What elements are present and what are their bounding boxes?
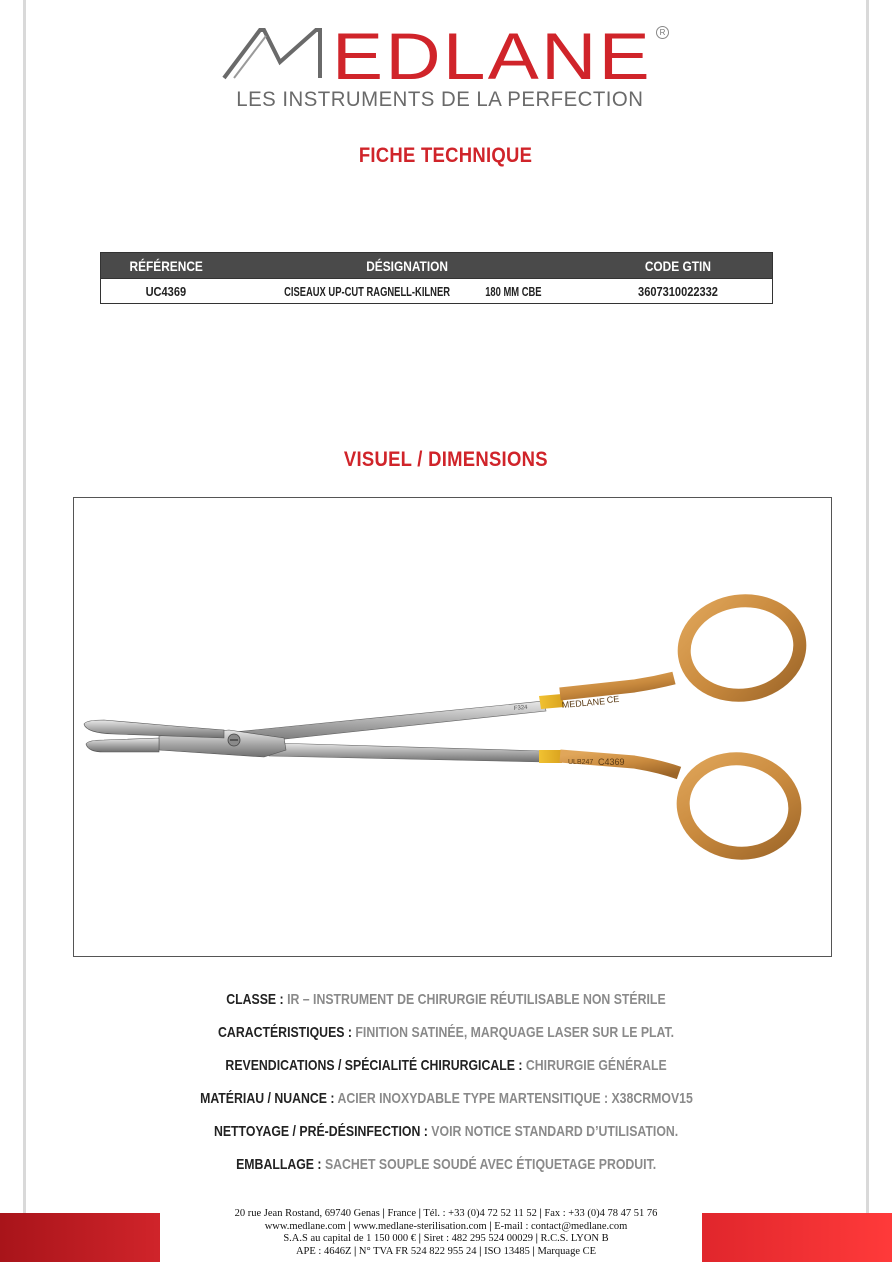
spec-classe: CLASSE : IR – INSTRUMENT DE CHIRURGIE RÉUTILISABLE NON STÉRILE xyxy=(226,991,666,1008)
table-row xyxy=(101,279,773,304)
footer-line-2: www.medlane.com | www.medlane-sterilisation.com | E-mail : contact@medlane.com xyxy=(264,1220,628,1232)
footer-email-link[interactable]: E-mail : contact@medlane.com xyxy=(494,1220,628,1232)
spec-materiau: MATÉRIAU / NUANCE : ACIER INOXYDABLE TYPE MARTENSITIQUE : X38CRMOV15 xyxy=(199,1090,693,1107)
footer-line-1: 20 rue Jean Rostand, 69740 Genas | France | Tél. : +33 (0)4 72 52 11 52 | Fax : +33 (0)4 78 47 51 76 xyxy=(234,1208,658,1219)
designation-size: 180 MM CBE xyxy=(484,283,542,299)
specifications-list xyxy=(0,988,892,1186)
header-reference: RÉFÉRENCE xyxy=(101,253,231,279)
engraving-ce-mark: CE xyxy=(606,693,620,705)
scissors-icon xyxy=(74,498,831,956)
spec-revendications: REVENDICATIONS / SPÉCIALITÉ CHIRURGICALE : CHIRURGIE GÉNÉRALE xyxy=(225,1057,667,1074)
spec-nettoyage: NETTOYAGE / PRÉ-DÉSINFECTION : VOIR NOTICE STANDARD D’UTILISATION. xyxy=(213,1123,679,1140)
engraving-reference: C4369 xyxy=(598,757,625,767)
designation-name: CISEAUX UP-CUT RAGNELL-KILNER xyxy=(283,283,450,299)
logo-wordmark: EDLANE xyxy=(332,22,652,86)
footer-line-3: S.A.S au capital de 1 150 000 € | Siret : 482 295 524 00029 | R.C.S. LYON B xyxy=(283,1233,609,1244)
visuel-dimensions-title: VISUEL / DIMENSIONS xyxy=(344,448,548,471)
cell-gtin: 3607310022332 xyxy=(585,279,773,304)
spec-emballage: EMBALLAGE : SACHET SOUPLE SOUDÉ AVEC ÉTIQUETAGE PRODUIT. xyxy=(235,1156,657,1173)
cell-designation xyxy=(230,279,584,304)
instrument-visual-frame xyxy=(73,497,832,957)
footer-sterilisation-link[interactable]: www.medlane-sterilisation.com xyxy=(353,1220,487,1232)
engraving-lot: ULB247 xyxy=(568,759,594,766)
fiche-technique-title: FICHE TECHNIQUE xyxy=(359,144,533,167)
engraving-brand: MEDLANE xyxy=(561,696,606,710)
footer-website-link[interactable]: www.medlane.com xyxy=(264,1220,346,1232)
cell-reference: UC4369 xyxy=(101,279,231,304)
header-designation: DÉSIGNATION xyxy=(230,253,584,279)
spec-caracteristiques: CARACTÉRISTIQUES : FINITION SATINÉE, MARQUAGE LASER SUR LE PLAT. xyxy=(217,1024,675,1041)
brand-tagline: LES INSTRUMENTS DE LA PERFECTION xyxy=(236,88,644,111)
footer-line-4: APE : 4646Z | N° TVA FR 524 822 955 24 | ISO 13485 | Marquage CE xyxy=(295,1245,597,1257)
company-footer xyxy=(0,1208,892,1258)
reference-table xyxy=(100,252,773,304)
header-gtin: CODE GTIN xyxy=(585,253,773,279)
medlane-logo xyxy=(220,22,680,86)
engraving-code-top: F324 xyxy=(513,704,528,712)
registered-trademark-icon: R xyxy=(656,26,669,39)
table-header-row xyxy=(101,253,773,279)
